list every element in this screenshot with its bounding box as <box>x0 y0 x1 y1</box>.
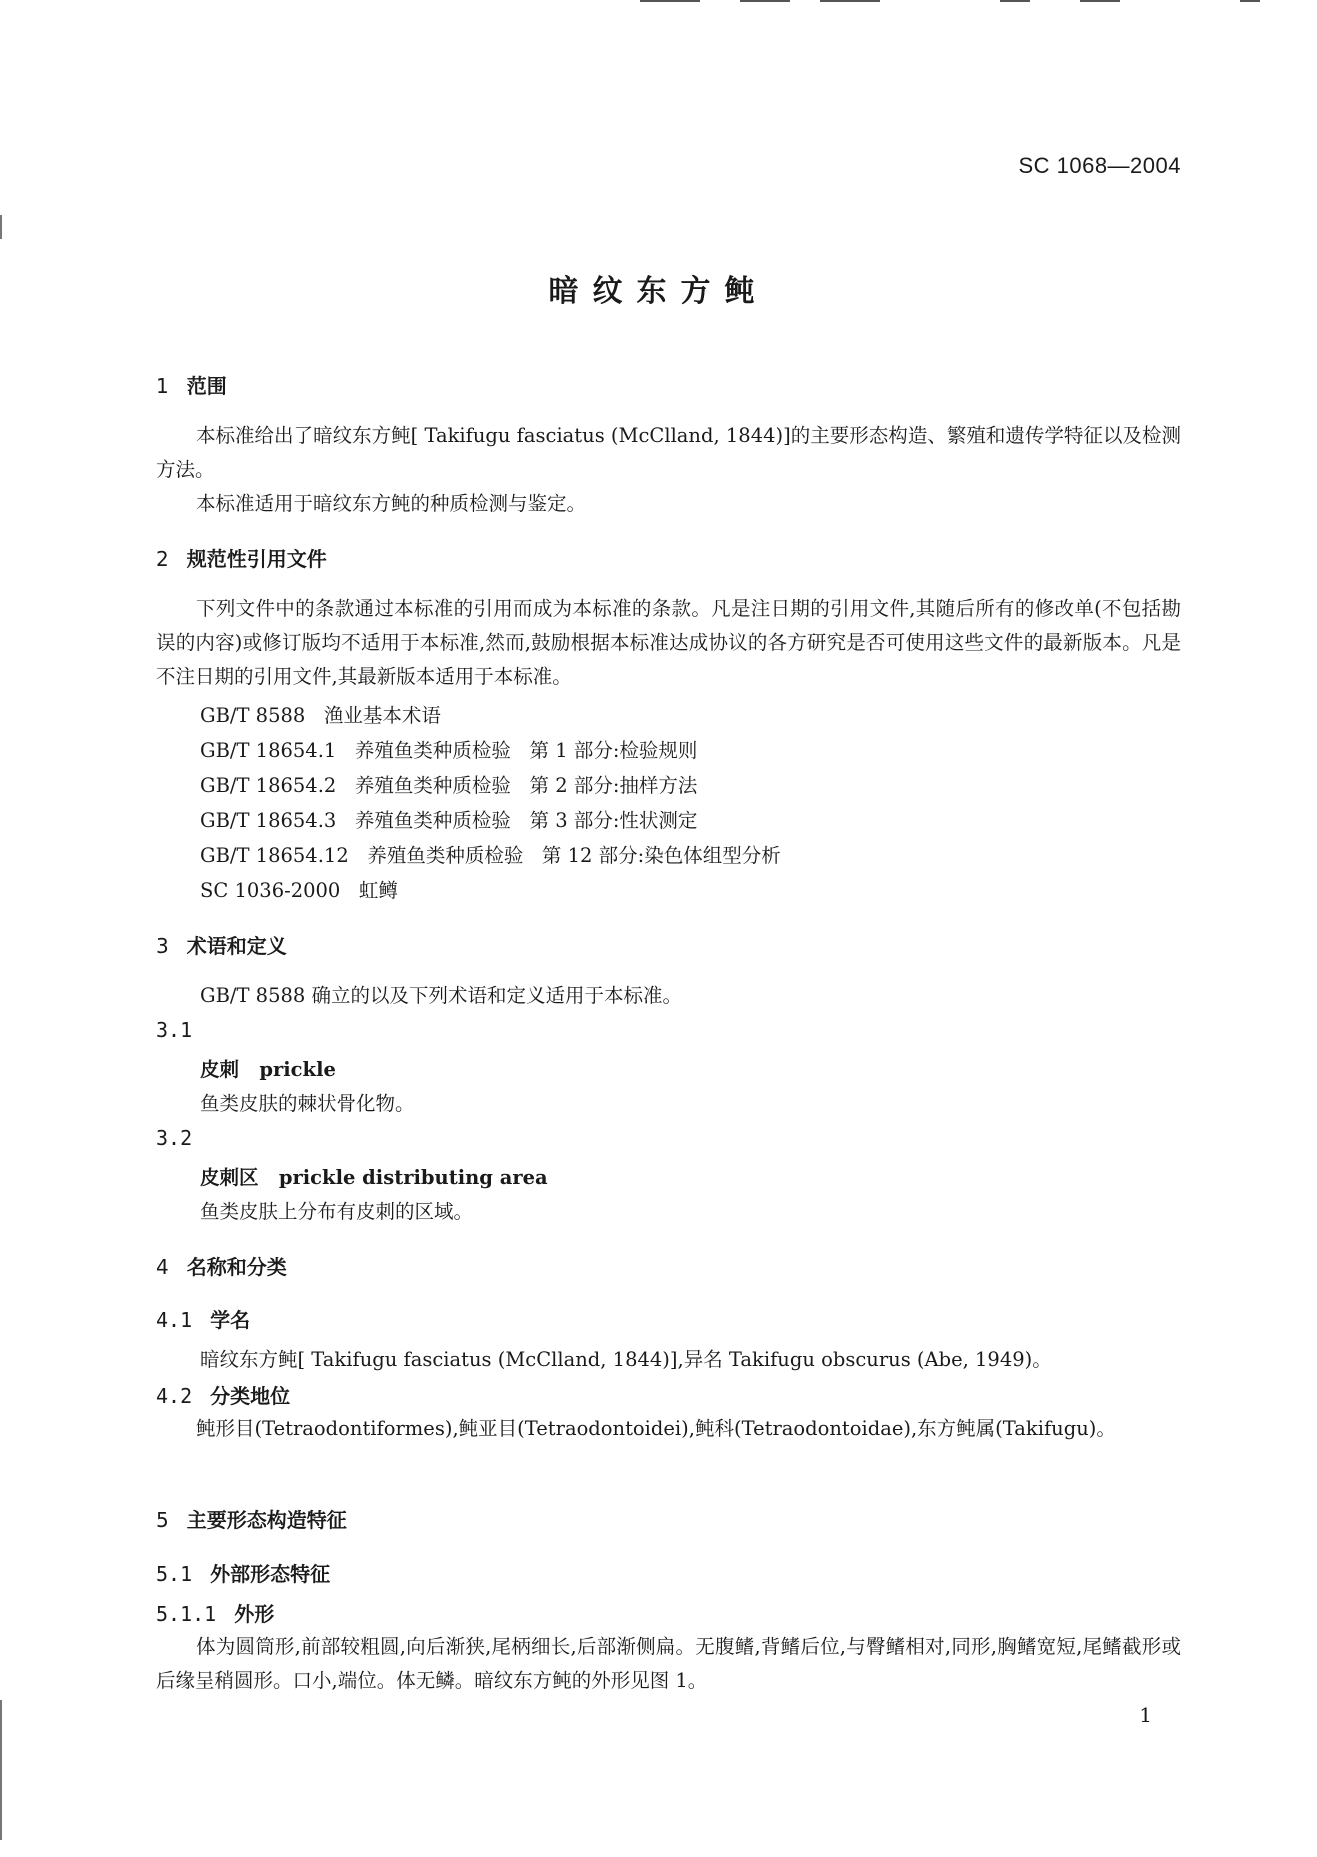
standard-code: SC 1068—2004 <box>1018 153 1181 178</box>
scan-artifact-line <box>1000 0 1030 2</box>
section-2-paragraph-1: 下列文件中的条款通过本标准的引用而成为本标准的条款。凡是注日期的引用文件,其随后所有的修改单(不包括勘误的内容)或修订版均不适用于本标准,然而,鼓励根据本标准达成协议的各方研究是否可使用这些文件的最新版本。凡是不注日期的引用文件,其最新版本适用于本标准。 <box>156 597 1181 688</box>
subsection-heading-5-1: 5.1 外部形态特征 <box>156 1562 331 1586</box>
scan-artifact-mark <box>0 215 2 239</box>
clause-number-3-1: 3.1 <box>156 1018 193 1042</box>
term-prickle: 皮刺 prickle <box>200 1058 336 1081</box>
reference-item: GB/T 18654.3 养殖鱼类种质检验 第 3 部分:性状测定 <box>200 809 698 832</box>
section-1-paragraph-1: 本标准给出了暗纹东方鲀[ Takifugu fasciatus (McClland, 1844)]的主要形态构造、繁殖和遗传学特征以及检测方法。 <box>156 424 1181 481</box>
document-title: 暗纹东方鲀 <box>548 274 769 309</box>
scientific-name-text: 暗纹东方鲀[ Takifugu fasciatus (McClland, 1844)],异名 Takifugu obscurus (Abe, 1949)。 <box>200 1348 1052 1371</box>
term-prickle-area-definition: 鱼类皮肤上分布有皮刺的区域。 <box>200 1200 474 1223</box>
taxonomy-text: 鲀形目(Tetraodontiformes),鲀亚目(Tetraodontoidei),鲀科(Tetraodontoidae),东方鲀属(Takifugu)。 <box>196 1417 1116 1440</box>
scan-artifact-line <box>740 0 790 2</box>
section-1-paragraph-2: 本标准适用于暗纹东方鲀的种质检测与鉴定。 <box>196 492 587 515</box>
term-prickle-definition: 鱼类皮肤的棘状骨化物。 <box>200 1092 415 1115</box>
section-3-paragraph-1: GB/T 8588 确立的以及下列术语和定义适用于本标准。 <box>200 984 683 1007</box>
page-number: 1 <box>1139 1703 1152 1727</box>
scan-artifact-line <box>820 0 880 2</box>
external-shape-text: 体为圆筒形,前部较粗圆,向后渐狭,尾柄细长,后部渐侧扁。无腹鳍,背鳍后位,与臀鳍相对,同形,胸鳍宽短,尾鳍截形或后缘呈稍圆形。口小,端位。体无鳞。暗纹东方鲀的外形见图 1。 <box>156 1635 1181 1692</box>
section-heading-4: 4 名称和分类 <box>156 1255 287 1279</box>
subsection-heading-4-1: 4.1 学名 <box>156 1308 251 1332</box>
scan-artifact-mark <box>0 1700 2 1840</box>
clause-number-3-2: 3.2 <box>156 1126 193 1150</box>
reference-item: GB/T 18654.2 养殖鱼类种质检验 第 2 部分:抽样方法 <box>200 774 698 797</box>
reference-item: GB/T 8588 渔业基本术语 <box>200 704 441 727</box>
section-heading-5: 5 主要形态构造特征 <box>156 1508 347 1532</box>
section-heading-2: 2 规范性引用文件 <box>156 547 327 571</box>
section-heading-3: 3 术语和定义 <box>156 934 287 958</box>
reference-item: GB/T 18654.1 养殖鱼类种质检验 第 1 部分:检验规则 <box>200 739 698 762</box>
reference-item: SC 1036-2000 虹鳟 <box>200 879 398 902</box>
scan-artifact-line <box>1080 0 1120 2</box>
scan-artifact-line <box>640 0 700 2</box>
subsection-heading-5-1-1: 5.1.1 外形 <box>156 1602 275 1626</box>
term-prickle-area: 皮刺区 prickle distributing area <box>200 1166 548 1189</box>
reference-item: GB/T 18654.12 养殖鱼类种质检验 第 12 部分:染色体组型分析 <box>200 844 781 867</box>
subsection-heading-4-2: 4.2 分类地位 <box>156 1384 291 1408</box>
section-heading-1: 1 范围 <box>156 374 227 398</box>
scan-artifact-line <box>1240 0 1260 2</box>
